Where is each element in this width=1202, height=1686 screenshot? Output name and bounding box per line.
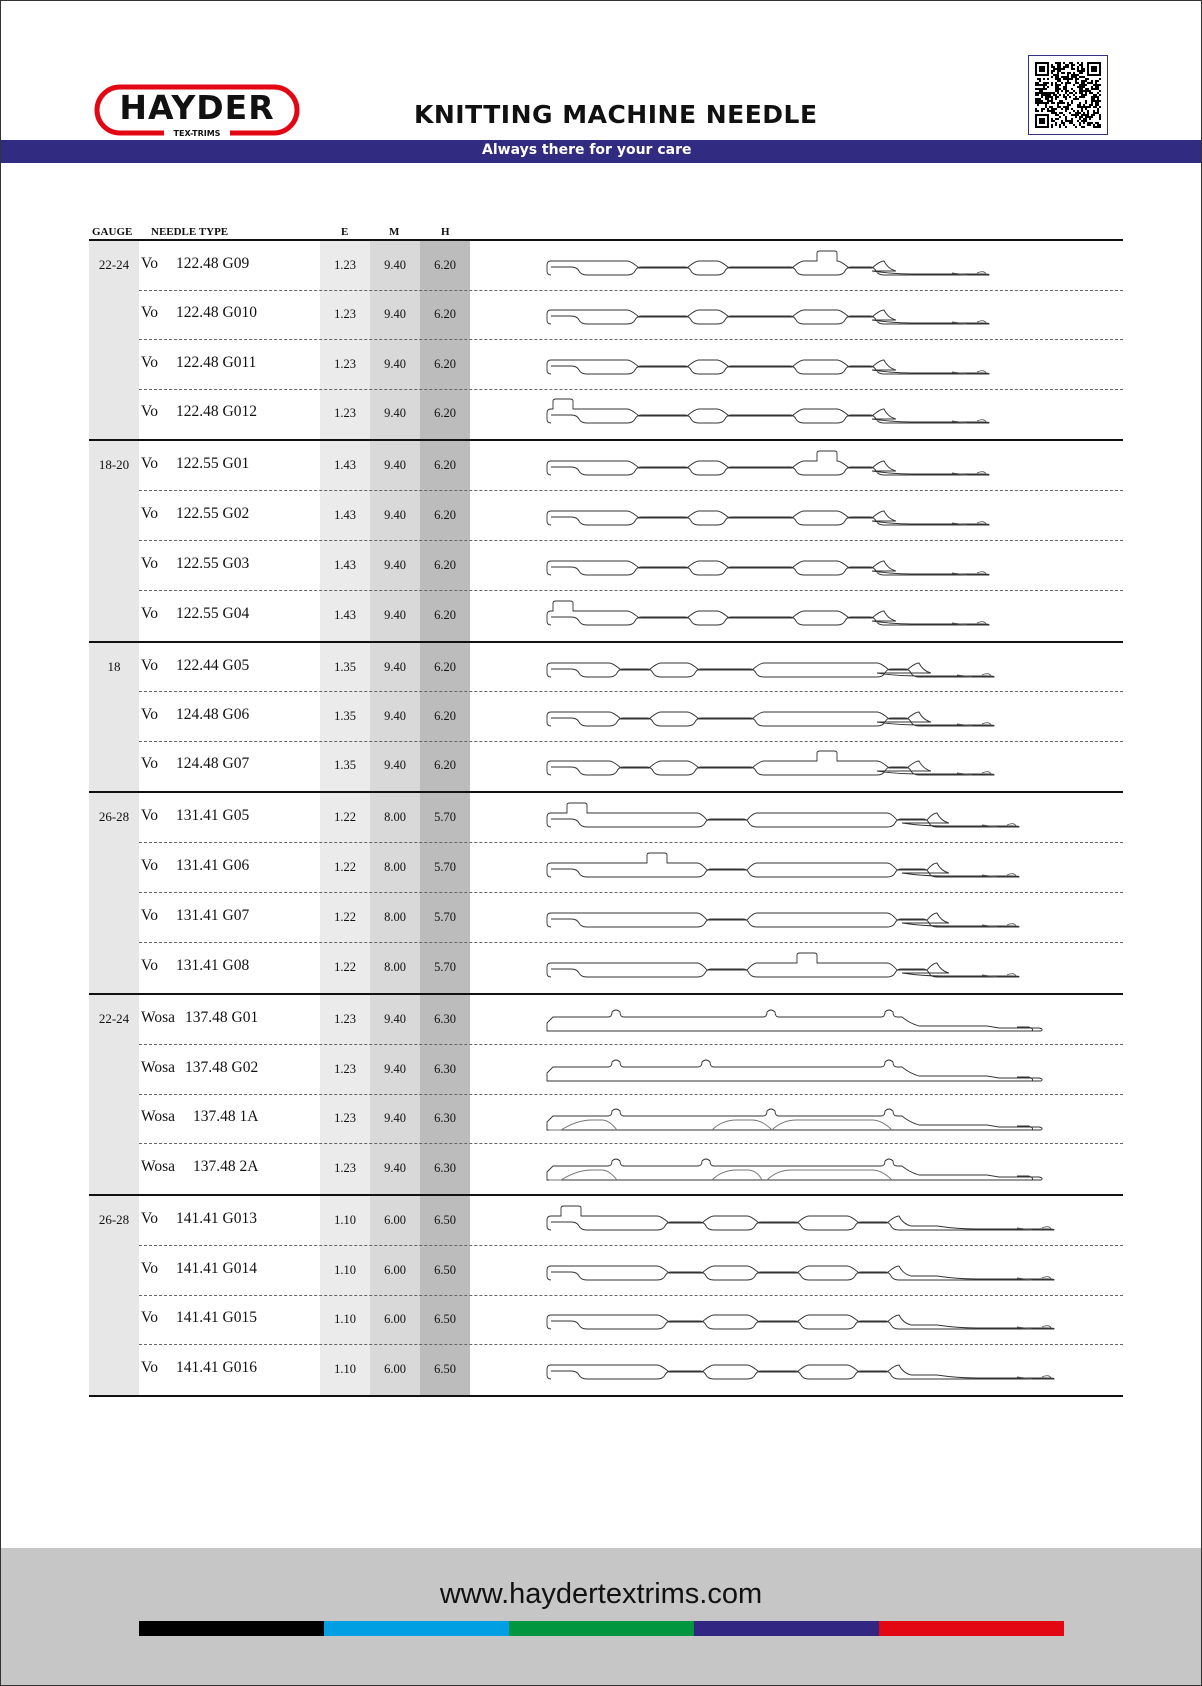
- value-m: 9.40: [384, 307, 406, 322]
- value-h: 5.70: [434, 860, 456, 874]
- value-m: 6.00: [384, 1262, 406, 1277]
- value-m: 9.40: [384, 1011, 406, 1026]
- value-h: 6.20: [434, 406, 456, 421]
- value-m: 9.40: [384, 1111, 406, 1126]
- needle-brand: Vo: [141, 1209, 158, 1227]
- needle-model: 122.48 G09: [176, 254, 250, 272]
- needle-model: 124.48 G07: [176, 755, 250, 773]
- table-row[interactable]: [139, 241, 1123, 291]
- value-e: 1.10: [334, 1262, 356, 1277]
- table-row[interactable]: [139, 943, 1123, 993]
- needle-drawing: [547, 450, 1067, 480]
- value-h: 6.20: [434, 307, 456, 322]
- gauge-label: 18-20: [98, 457, 130, 472]
- value-e: 1.22: [334, 910, 356, 924]
- value-e: 1.23: [334, 1161, 356, 1176]
- needle-drawing: [547, 1103, 1067, 1133]
- needle-brand: Vo: [141, 505, 158, 522]
- needle-model: 141.41 G014: [176, 1259, 257, 1277]
- needle-profile-icon: [547, 852, 1067, 882]
- needle-model: 137.48 G01: [185, 1008, 259, 1026]
- value-h: 6.20: [434, 458, 456, 472]
- needle-model: 141.41 G016: [176, 1359, 257, 1377]
- needle-model: 141.41 G015: [176, 1309, 257, 1327]
- table-row[interactable]: [139, 390, 1123, 440]
- header-needle-type: NEEDLE TYPE: [151, 226, 229, 238]
- header-m: M: [389, 226, 400, 238]
- needle-brand: Vo: [141, 254, 158, 272]
- color-stripe-segment: [694, 1621, 879, 1636]
- needle-profile-icon: [547, 500, 1067, 530]
- value-h: 6.30: [434, 1061, 456, 1076]
- needle-profile-icon: [547, 952, 1067, 982]
- value-e: 1.23: [334, 1061, 356, 1076]
- table-row[interactable]: [139, 1144, 1123, 1194]
- value-e: 1.43: [334, 458, 356, 472]
- value-m: 9.40: [384, 608, 406, 622]
- value-h: 6.50: [434, 1312, 456, 1327]
- value-m: 9.40: [384, 708, 406, 723]
- needle-profile-icon: [547, 1304, 1067, 1334]
- needle-model: 137.48 1A: [193, 1108, 259, 1126]
- value-h: 6.50: [434, 1212, 456, 1227]
- needle-profile-icon: [547, 299, 1067, 329]
- value-m: 9.40: [384, 458, 406, 472]
- needle-drawing: [547, 1255, 1067, 1285]
- needle-drawing: [547, 1054, 1067, 1084]
- needle-brand: Vo: [141, 605, 158, 622]
- value-m: 8.00: [384, 910, 406, 924]
- needle-profile-icon: [547, 550, 1067, 580]
- needle-model: 122.44 G05: [176, 656, 250, 674]
- value-m: 9.40: [384, 406, 406, 421]
- value-e: 1.23: [334, 307, 356, 322]
- needle-brand: Vo: [141, 807, 158, 824]
- qr-code-icon: [1035, 62, 1101, 128]
- value-e: 1.23: [334, 257, 356, 272]
- table-row[interactable]: [139, 1296, 1123, 1346]
- value-m: 9.40: [384, 659, 406, 674]
- needle-model: 122.55 G01: [176, 455, 250, 472]
- needle-model: 131.41 G06: [176, 857, 250, 874]
- value-h: 6.20: [434, 758, 456, 773]
- hayder-logo: [94, 84, 300, 138]
- color-stripe-segment: [879, 1621, 1064, 1636]
- value-e: 1.35: [334, 708, 356, 723]
- table-row[interactable]: [139, 441, 1123, 491]
- gauge-group: [89, 793, 1123, 995]
- needle-drawing: [547, 500, 1067, 530]
- color-stripe-segment: [139, 1621, 324, 1636]
- value-e: 1.22: [334, 860, 356, 874]
- value-m: 9.40: [384, 1061, 406, 1076]
- table-row[interactable]: [139, 1095, 1123, 1145]
- page-title: KNITTING MACHINE NEEDLE: [414, 100, 818, 129]
- gauge-group: [89, 643, 1123, 793]
- needle-drawing: [547, 952, 1067, 982]
- table-row[interactable]: [139, 1045, 1123, 1095]
- table-row[interactable]: [139, 1246, 1123, 1296]
- needle-drawing: [547, 1304, 1067, 1334]
- value-e: 1.35: [334, 758, 356, 773]
- needle-brand: Vo: [141, 957, 158, 974]
- needle-profile-icon: [547, 750, 1067, 780]
- value-m: 8.00: [384, 810, 406, 824]
- logo-text: HAYDER: [119, 88, 275, 127]
- value-h: 5.70: [434, 960, 456, 974]
- needle-profile-icon: [547, 701, 1067, 731]
- needle-brand: Vo: [141, 403, 158, 421]
- value-h: 6.30: [434, 1161, 456, 1176]
- value-m: 9.40: [384, 508, 406, 522]
- needle-profile-icon: [547, 600, 1067, 630]
- needle-brand: Vo: [141, 455, 158, 472]
- gauge-label: 26-28: [98, 809, 130, 824]
- needle-model: 122.55 G03: [176, 555, 250, 572]
- table-row[interactable]: [139, 995, 1123, 1045]
- needle-drawing: [547, 600, 1067, 630]
- needle-profile-icon: [547, 1004, 1067, 1034]
- value-h: 6.30: [434, 1011, 456, 1026]
- needle-brand: Wosa: [141, 1008, 176, 1026]
- color-stripe-segment: [324, 1621, 509, 1636]
- needle-brand: Wosa: [141, 1158, 176, 1176]
- table-header: [89, 222, 1123, 241]
- needle-drawing: [547, 902, 1067, 932]
- value-e: 1.43: [334, 508, 356, 522]
- value-e: 1.10: [334, 1362, 356, 1377]
- needle-model: 137.48 2A: [193, 1158, 259, 1176]
- table-row[interactable]: [139, 742, 1123, 791]
- value-m: 9.40: [384, 257, 406, 272]
- needle-model: 141.41 G013: [176, 1209, 257, 1227]
- needle-drawing: [547, 250, 1067, 280]
- value-e: 1.10: [334, 1212, 356, 1227]
- value-m: 6.00: [384, 1362, 406, 1377]
- footer: [0, 1548, 1202, 1686]
- table-row[interactable]: [139, 541, 1123, 591]
- value-m: 9.40: [384, 1161, 406, 1176]
- table-row[interactable]: [139, 1196, 1123, 1246]
- needle-profile-icon: [547, 250, 1067, 280]
- needle-brand: Vo: [141, 907, 158, 924]
- value-h: 6.50: [434, 1262, 456, 1277]
- value-h: 6.20: [434, 708, 456, 723]
- needle-brand: Vo: [141, 1309, 158, 1327]
- needle-drawing: [547, 652, 1067, 682]
- needle-brand: Vo: [141, 1259, 158, 1277]
- gauge-group: [89, 1196, 1123, 1397]
- value-e: 1.22: [334, 810, 356, 824]
- table-row[interactable]: [139, 643, 1123, 692]
- value-h: 6.20: [434, 508, 456, 522]
- needle-profile-icon: [547, 1054, 1067, 1084]
- value-h: 6.20: [434, 608, 456, 622]
- value-e: 1.23: [334, 406, 356, 421]
- needle-profile-icon: [547, 1153, 1067, 1183]
- needle-profile-icon: [547, 1255, 1067, 1285]
- gauge-group: [89, 241, 1123, 441]
- needle-profile-icon: [547, 802, 1067, 832]
- value-h: 6.30: [434, 1111, 456, 1126]
- needle-brand: Wosa: [141, 1108, 176, 1126]
- needle-model: 122.48 G012: [176, 403, 257, 421]
- value-e: 1.43: [334, 558, 356, 572]
- value-m: 9.40: [384, 558, 406, 572]
- needle-model: 124.48 G06: [176, 705, 250, 723]
- needle-model: 131.41 G08: [176, 957, 250, 974]
- needle-profile-icon: [547, 349, 1067, 379]
- needle-drawing: [547, 398, 1067, 428]
- needle-drawing: [547, 802, 1067, 832]
- needle-brand: Vo: [141, 353, 158, 371]
- needle-model: 131.41 G07: [176, 907, 250, 924]
- needle-profile-icon: [547, 1205, 1067, 1235]
- needle-profile-icon: [547, 1103, 1067, 1133]
- gauge-group: [89, 995, 1123, 1196]
- color-stripe: [139, 1621, 1064, 1636]
- needle-drawing: [547, 550, 1067, 580]
- table-row[interactable]: [139, 793, 1123, 843]
- table-row[interactable]: [139, 1345, 1123, 1395]
- qr-code[interactable]: [1028, 55, 1108, 135]
- needle-model: 131.41 G05: [176, 807, 250, 824]
- needle-model: 122.48 G011: [176, 353, 257, 371]
- gauge-label: 26-28: [98, 1211, 130, 1227]
- value-e: 1.23: [334, 1011, 356, 1026]
- table-row[interactable]: [139, 291, 1123, 341]
- value-h: 6.20: [434, 356, 456, 371]
- gauge-label: 22-24: [98, 256, 130, 272]
- value-m: 8.00: [384, 860, 406, 874]
- needle-drawing: [547, 349, 1067, 379]
- value-h: 6.20: [434, 558, 456, 572]
- value-h: 6.20: [434, 257, 456, 272]
- value-e: 1.35: [334, 659, 356, 674]
- needle-brand: Vo: [141, 555, 158, 572]
- gauge-label: 18: [107, 658, 121, 674]
- table-row[interactable]: [139, 591, 1123, 641]
- tagline: Always there for your care: [482, 142, 692, 158]
- needle-model: 137.48 G02: [185, 1058, 259, 1076]
- table-row[interactable]: [139, 491, 1123, 541]
- value-e: 1.23: [334, 356, 356, 371]
- needle-brand: Vo: [141, 755, 158, 773]
- needle-profile-icon: [547, 652, 1067, 682]
- needle-profile-icon: [547, 902, 1067, 932]
- needle-drawing: [547, 1205, 1067, 1235]
- value-m: 6.00: [384, 1312, 406, 1327]
- needle-profile-icon: [547, 450, 1067, 480]
- value-m: 8.00: [384, 960, 406, 974]
- table-row[interactable]: [139, 692, 1123, 741]
- value-e: 1.43: [334, 608, 356, 622]
- header-e: E: [341, 226, 349, 238]
- value-h: 6.20: [434, 659, 456, 674]
- needle-drawing: [547, 750, 1067, 780]
- value-e: 1.23: [334, 1111, 356, 1126]
- table-row[interactable]: [139, 843, 1123, 893]
- needle-brand: Wosa: [141, 1058, 176, 1076]
- needle-brand: Vo: [141, 304, 158, 322]
- color-stripe-segment: [509, 1621, 694, 1636]
- needle-profile-icon: [547, 398, 1067, 428]
- needle-drawing: [547, 852, 1067, 882]
- value-e: 1.22: [334, 960, 356, 974]
- table-row[interactable]: [139, 340, 1123, 390]
- needle-profile-icon: [547, 1354, 1067, 1384]
- value-h: 6.50: [434, 1362, 456, 1377]
- needle-brand: Vo: [141, 656, 158, 674]
- website-link[interactable]: www.haydertextrims.com: [439, 1578, 763, 1610]
- value-h: 5.70: [434, 910, 456, 924]
- header-h: H: [441, 226, 450, 238]
- table-row[interactable]: [139, 893, 1123, 943]
- needle-brand: Vo: [141, 705, 158, 723]
- needle-brand: Vo: [141, 857, 158, 874]
- needle-brand: Vo: [141, 1359, 158, 1377]
- value-m: 6.00: [384, 1212, 406, 1227]
- needle-table: [89, 222, 1123, 241]
- needle-model: 122.55 G02: [176, 505, 250, 522]
- value-m: 9.40: [384, 356, 406, 371]
- needle-drawing: [547, 299, 1067, 329]
- gauge-group: [89, 441, 1123, 643]
- needle-model: 122.48 G010: [176, 304, 257, 322]
- header-gauge: GAUGE: [92, 226, 133, 238]
- needle-drawing: [547, 1153, 1067, 1183]
- needle-drawing: [547, 1354, 1067, 1384]
- needle-drawing: [547, 1004, 1067, 1034]
- logo-subtext: TEX-TRIMS: [173, 129, 221, 138]
- value-e: 1.10: [334, 1312, 356, 1327]
- value-h: 5.70: [434, 810, 456, 824]
- needle-model: 122.55 G04: [176, 605, 250, 622]
- gauge-label: 22-24: [98, 1010, 130, 1026]
- value-m: 9.40: [384, 758, 406, 773]
- needle-drawing: [547, 701, 1067, 731]
